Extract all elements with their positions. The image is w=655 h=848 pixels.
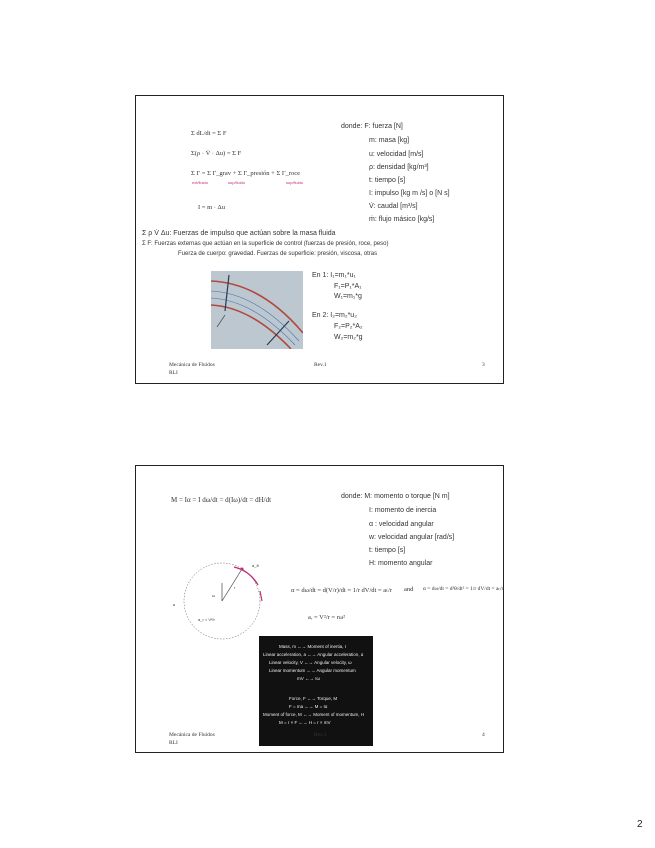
- en2-line-0: En 2: I₂=m₂*u₂: [312, 312, 357, 319]
- eq-under-1: ext/fluido: [192, 180, 209, 185]
- en2-line-2: W₂=m₂*g: [334, 334, 363, 341]
- donde2-line-4: t: tiempo [s]: [369, 547, 406, 554]
- eq-alpha-1: α = dω/dt = d(V/r)/dt = 1/r dV/dt = aₜ/r: [291, 587, 392, 594]
- donde-line-5: I: impulso [kg m /s] o [N s]: [369, 190, 450, 197]
- donde-line-2: u: velocidad [m/s]: [369, 151, 424, 158]
- label-omega: ω: [212, 593, 216, 598]
- table-top-0: Mass, m ←→ Moment of inertia, I: [279, 644, 347, 649]
- line-body-forces: Fuerza de cuerpo: gravedad. Fuerzas de superficie: presión, viscosa, otras: [178, 251, 378, 257]
- footer-left-2: RLI: [169, 370, 178, 376]
- footer2-rev: Rev.1: [314, 732, 327, 738]
- donde-line-7: ṁ: flujo másico [kg/s]: [369, 216, 435, 223]
- donde-line-6: V̇: caudal [m³/s]: [369, 203, 418, 210]
- eq-impulse-sum: Σ(ρ · V̇ · Δu) = Σ F: [191, 150, 242, 157]
- line-external-forces: Σ F: Fuerzas externas que actúan en la superficie de control (fuerzas de presión, roce, peso): [142, 241, 389, 247]
- donde2-line-0: donde: M: momento o torque [N m]: [341, 493, 450, 500]
- table-top-4: mV ←→ Iω: [297, 676, 321, 681]
- donde-line-0: donde: F: fuerza [N]: [341, 123, 403, 130]
- page-number: 2: [637, 819, 643, 830]
- table-bottom-3: M = r × F ←→ H = r × mV: [279, 720, 331, 725]
- table-top-2: Linear velocity, V ←→ Angular velocity, ω: [269, 660, 352, 665]
- en2-line-1: F₂=P₂*A₂: [334, 323, 363, 330]
- eq-radial-accel: aᵣ = V²/r = rω²: [308, 614, 346, 621]
- label-r: r: [234, 585, 236, 590]
- table-bottom-1: F = ma ←→ M = Iα: [289, 704, 328, 709]
- donde2-line-2: α : velocidad angular: [369, 521, 434, 528]
- footer2-slide-number: 4: [482, 732, 485, 738]
- footer-slide-number: 3: [482, 362, 485, 368]
- eq-and: and: [404, 586, 414, 593]
- en1-line-1: F₁=P₁*A₁: [334, 283, 362, 290]
- footer-left: Mecánica de Fluidos: [169, 362, 215, 368]
- label-a-theta: a_θ: [252, 563, 259, 568]
- donde-line-3: ρ: densidad [kg/m³]: [369, 164, 429, 171]
- eq-dL-dt: Σ dL/dt = Σ F: [191, 130, 227, 137]
- eq-under-3: sup/fluido: [286, 180, 304, 185]
- eq-forces-sum: Σ Γ = Σ Γ_grav + Σ Γ_presión + Σ Γ_roce: [191, 170, 301, 177]
- en1-line-2: W₁=m₁*g: [334, 293, 362, 300]
- pipe-diagram: [211, 271, 303, 349]
- eq-moment: M = Iα = I dω/dt = d(Iω)/dt = dH/dt: [171, 496, 272, 504]
- table-top-1: Linear acceleration, a ←→ Angular acceleration, α: [263, 652, 364, 657]
- eq-under-2: sup/fluido: [228, 180, 246, 185]
- donde2-line-3: w: velocidad angular [rad/s]: [369, 534, 455, 541]
- rotation-circle-diagram: [172, 561, 278, 641]
- eq-alpha-2: α = dω/dt = d²θ/dt² = 1/r dV/dt = aₜ/r: [423, 586, 504, 592]
- label-ar: a_r = V²/r: [198, 617, 215, 622]
- donde-line-1: m: masa [kg]: [369, 137, 410, 144]
- footer2-left: Mecánica de Fluidos: [169, 732, 215, 738]
- analogy-table: [259, 636, 373, 746]
- table-top-3: Linear momentum ←→ Angular momentum: [269, 668, 356, 673]
- slide-2: [135, 465, 504, 753]
- table-bottom-2: Moment of force, M ←→ Moment of momentum, H: [263, 712, 365, 717]
- en1-line-0: En 1: I₁=m₁*u₁: [312, 272, 356, 279]
- donde-line-4: t: tiempo [s]: [369, 177, 406, 184]
- footer2-left-2: RLI: [169, 740, 178, 746]
- eq-impulse-def: I = m · Δu: [198, 204, 225, 211]
- pipe-photo: [211, 271, 303, 349]
- donde2-line-5: H: momento angular: [369, 560, 433, 567]
- line-impulse: Σ ρ V̇ Δu: Fuerzas de impulso que actúan sobre la masa fluida: [142, 230, 336, 237]
- table-bottom-0: Force, F ←→ Torque, M: [289, 696, 338, 701]
- slide-1: [135, 95, 504, 384]
- donde2-line-1: I: momento de inercia: [369, 507, 437, 514]
- footer-rev: Rev.1: [314, 362, 327, 368]
